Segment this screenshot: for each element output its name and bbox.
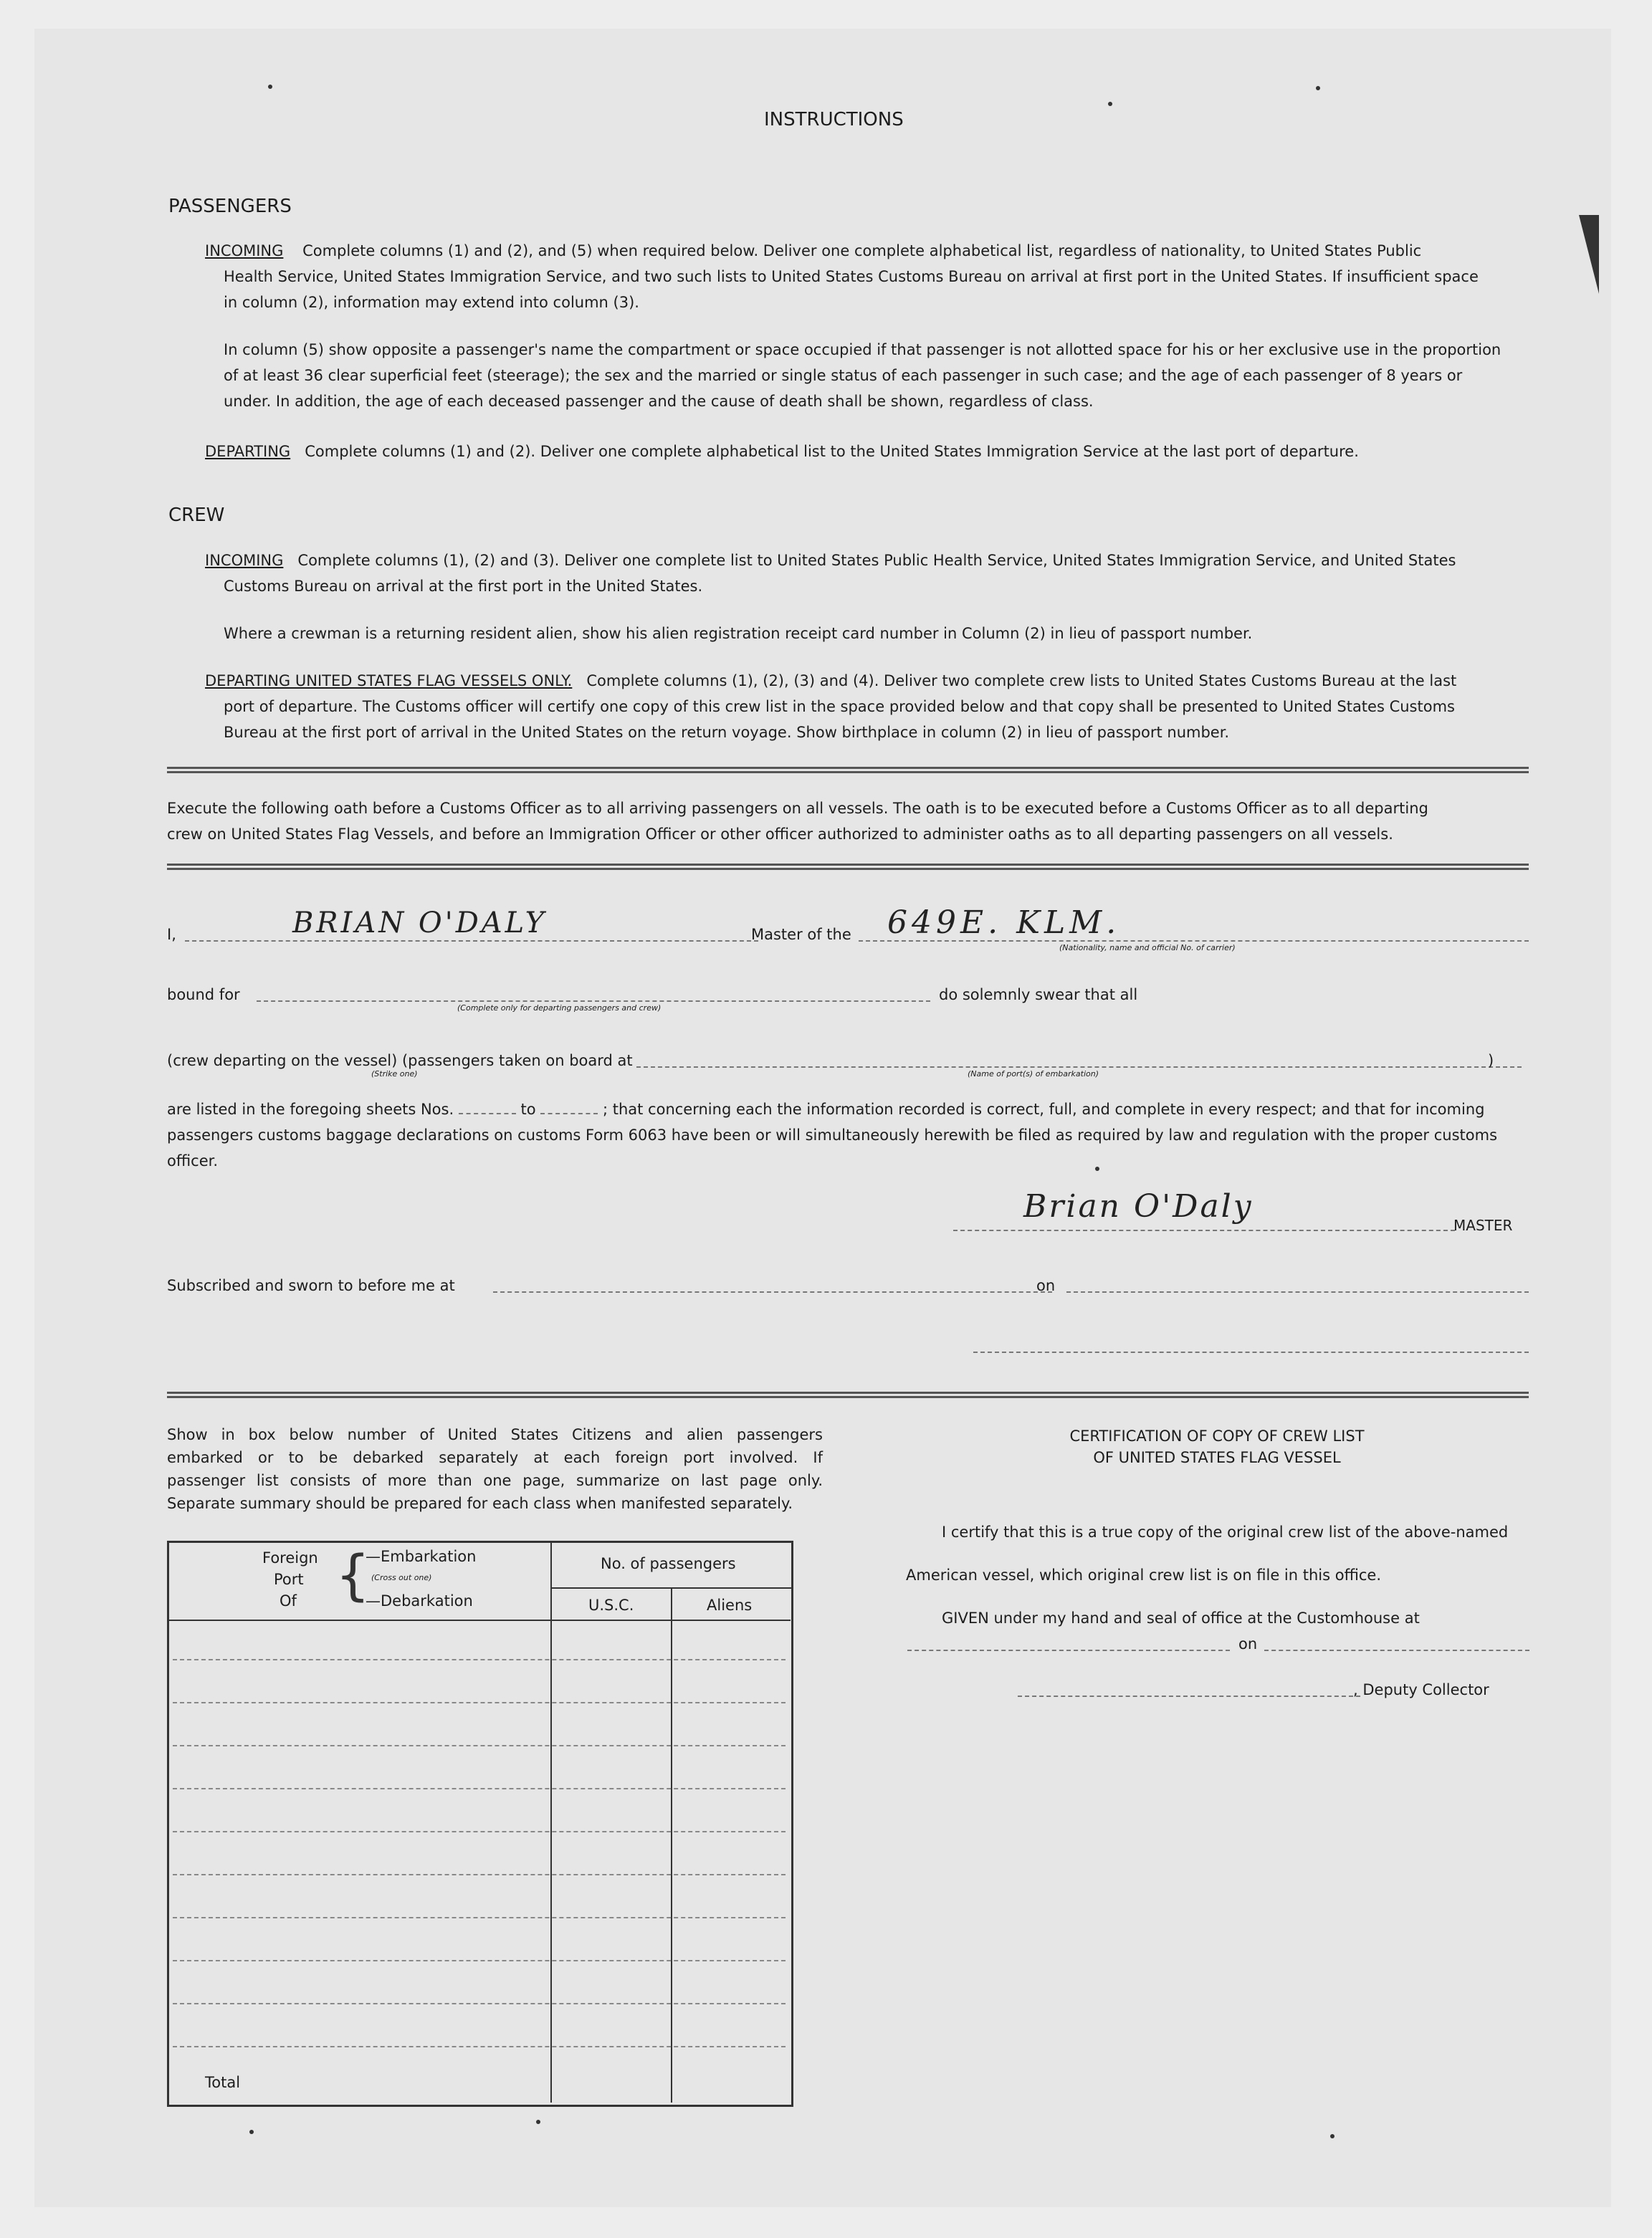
- crew-departing-label: DEPARTING UNITED STATES FLAG VESSELS ONLY.: [205, 672, 573, 689]
- summary-instruction-line-3: passenger list consists of more than one page, summarize on last page only.: [167, 1472, 823, 1489]
- oath-i-label: I,: [167, 926, 176, 943]
- passengers-heading: PASSENGERS: [168, 196, 292, 217]
- strike-hint: (Strike one): [371, 1069, 418, 1079]
- oath-intro-line-2: crew on United States Flag Vessels, and before an Immigration Officer or other officer authorized to administer oaths as to all departing passengers on all vessels.: [167, 826, 1393, 843]
- passengers-column5-line-2: of at least 36 clear superficial feet (steerage); the sex and the married or single status of each passenger in such case; and the age of each passenger of 8 years or: [224, 367, 1463, 384]
- sworn-date-field[interactable]: [1066, 1291, 1529, 1293]
- summary-col-divider: [550, 1542, 552, 2103]
- summary-row-line[interactable]: [173, 1831, 786, 1832]
- summary-instruction-line-4: Separate summary should be prepared for each class when manifested separately.: [167, 1495, 793, 1512]
- sheet-from-field[interactable]: [459, 1100, 516, 1114]
- customhouse-place-field[interactable]: [907, 1650, 1230, 1651]
- crew-departing-line-1: Complete columns (1), (2), (3) and (4). Deliver two complete crew lists to United States Customs Bureau at the last: [586, 672, 1457, 689]
- summary-row-line[interactable]: [173, 1788, 786, 1789]
- crew-incoming-line-2: Customs Bureau on arrival at the first port in the United States.: [224, 578, 703, 595]
- section-divider: [167, 864, 1529, 870]
- certification-on-label: on: [1238, 1635, 1258, 1653]
- scan-speck: [268, 85, 272, 89]
- officer-signature-field[interactable]: [973, 1352, 1529, 1353]
- crew-incoming-label: INCOMING: [205, 552, 284, 569]
- crew-incoming-line-1: Complete columns (1), (2) and (3). Deliver one complete list to United States Public Health Service, United States Immigration Service, and United States: [297, 552, 1456, 569]
- crew-departing-paragraph: [205, 668, 1531, 694]
- embarkation-option[interactable]: —Embarkation: [366, 1548, 477, 1565]
- crew-heading: CREW: [168, 504, 225, 526]
- listed-line-1-rest: ; that concerning each the information recorded is correct, full, and complete in every respect; and that for incoming: [602, 1101, 1485, 1118]
- summary-row-line[interactable]: [173, 2003, 786, 2004]
- form-page: [34, 29, 1611, 2207]
- close-paren: ): [1488, 1052, 1494, 1069]
- section-divider: [167, 1392, 1529, 1398]
- certification-heading-2: OF UNITED STATES FLAG VESSEL: [1093, 1449, 1341, 1466]
- passengers-incoming-line-2: Health Service, United States Immigration Service, and two such lists to United States Customs Bureau on arrival at first port in the United States. If insufficient space: [224, 268, 1479, 285]
- sworn-place-field[interactable]: [493, 1291, 1052, 1293]
- total-label: Total: [205, 2074, 241, 2091]
- crew-alien-note: Where a crewman is a returning resident alien, show his alien registration receipt card number in Column (2) in lieu of passport number.: [224, 625, 1253, 642]
- torn-corner-mark: [1579, 215, 1599, 294]
- summary-instruction-line-2: embarked or to be debarked separately at each foreign port involved. If: [167, 1449, 823, 1466]
- sworn-on-label: on: [1036, 1277, 1056, 1294]
- master-signature-handwritten: Brian O'Daly: [1023, 1188, 1254, 1225]
- scan-speck: [536, 2120, 540, 2124]
- summary-row-line[interactable]: [173, 1917, 786, 1918]
- passenger-summary-box: [167, 1541, 793, 2107]
- passengers-departing-label: DEPARTING: [205, 443, 291, 460]
- passengers-incoming-paragraph: [205, 238, 1531, 264]
- aliens-header: Aliens: [707, 1597, 753, 1614]
- oath-intro-line-1: Execute the following oath before a Customs Officer as to all arriving passengers on all vessels. The oath is to be executed before a Customs Officer as to all departing: [167, 800, 1428, 817]
- col-port-label: Port: [274, 1571, 304, 1588]
- summary-col-divider: [671, 1587, 672, 2103]
- carrier-hint: (Nationality, name and official No. of carrier): [1059, 943, 1236, 952]
- master-of-label: Master of the: [751, 926, 851, 943]
- passengers-incoming-line-1: Complete columns (1) and (2), and (5) when required below. Deliver one complete alphabetical list, regardless of nationality, to United States Public: [302, 242, 1422, 259]
- crew-incoming-paragraph: [205, 547, 1531, 573]
- carrier-handwritten: 649E. KLM.: [887, 904, 1121, 941]
- page-title: INSTRUCTIONS: [764, 109, 904, 130]
- brace-icon: {: [335, 1543, 371, 1607]
- passengers-departing-text: Complete columns (1) and (2). Deliver one complete alphabetical list to the United States Immigration Service at the last port of departure.: [305, 443, 1359, 460]
- summary-row-line[interactable]: [173, 1659, 786, 1660]
- passengers-departing-paragraph: [205, 439, 1531, 464]
- no-of-passengers-header: No. of passengers: [601, 1555, 736, 1572]
- deputy-collector-label: , Deputy Collector: [1353, 1681, 1489, 1698]
- certification-heading-1: CERTIFICATION OF COPY OF CREW LIST: [1069, 1428, 1365, 1445]
- scan-speck: [1316, 86, 1320, 90]
- certification-text-line-2: American vessel, which original crew list is on file in this office.: [906, 1567, 1382, 1584]
- certification-given: GIVEN under my hand and seal of office at the Customhouse at: [942, 1610, 1420, 1627]
- col-of-label: Of: [280, 1592, 297, 1610]
- col-foreign-label: Foreign: [262, 1549, 318, 1567]
- summary-header-divider: [552, 1587, 791, 1589]
- master-name-field[interactable]: [185, 940, 758, 942]
- listed-line-3: officer.: [167, 1152, 218, 1170]
- listed-line-1: [167, 1096, 1536, 1122]
- scan-speck: [1108, 102, 1112, 106]
- master-label: MASTER: [1453, 1217, 1513, 1234]
- debarkation-option[interactable]: —Debarkation: [366, 1592, 473, 1610]
- certification-text-line-1: I certify that this is a true copy of the original crew list of the above-named: [942, 1524, 1509, 1541]
- crew-departing-line-3: Bureau at the first port of arrival in the United States on the return voyage. Show birthplace in column (2) in lieu of passport number.: [224, 724, 1230, 741]
- cross-out-hint: (Cross out one): [371, 1573, 432, 1582]
- bound-for-hint: (Complete only for departing passengers and crew): [457, 1003, 662, 1013]
- bound-for-field[interactable]: [257, 1000, 930, 1002]
- crew-departing-line-2: port of departure. The Customs officer will certify one copy of this crew list in the space provided below and that copy shall be presented to United States Customs: [224, 698, 1455, 715]
- summary-instruction-line-1: Show in box below number of United States Citizens and alien passengers: [167, 1426, 823, 1443]
- passengers-incoming-label: INCOMING: [205, 242, 284, 259]
- bound-for-label: bound for: [167, 986, 240, 1003]
- subscribed-label: Subscribed and sworn to before me at: [167, 1277, 455, 1294]
- listed-sheets-label: are listed in the foregoing sheets Nos.: [167, 1101, 454, 1118]
- usc-header: U.S.C.: [588, 1597, 634, 1614]
- embarkation-ports-field[interactable]: [636, 1066, 1522, 1068]
- deputy-collector-field[interactable]: [1018, 1696, 1360, 1697]
- summary-row-line[interactable]: [173, 2046, 786, 2047]
- summary-row-line[interactable]: [173, 1960, 786, 1961]
- listed-to-label: to: [520, 1101, 536, 1118]
- passengers-incoming-line-3: in column (2), information may extend into column (3).: [224, 294, 639, 311]
- swear-label: do solemnly swear that all: [939, 986, 1138, 1003]
- scan-speck: [249, 2130, 254, 2134]
- summary-row-line[interactable]: [173, 1745, 786, 1746]
- section-divider: [167, 767, 1529, 773]
- master-signature-field[interactable]: [953, 1230, 1455, 1231]
- ports-hint: (Name of port(s) of embarkation): [968, 1069, 1099, 1079]
- certification-date-field[interactable]: [1264, 1650, 1529, 1651]
- passengers-column5-line-1: In column (5) show opposite a passenger's name the compartment or space occupied if that passenger is not allotted space for his or her exclusive use in the proportion: [224, 341, 1501, 358]
- scan-speck: [1330, 2134, 1335, 2138]
- summary-header-bottom: [168, 1620, 791, 1621]
- passengers-column5-line-3: under. In addition, the age of each deceased passenger and the cause of death shall be shown, regardless of class.: [224, 393, 1094, 410]
- listed-line-2: passengers customs baggage declarations on customs Form 6063 have been or will simultaneously herewith be filed as required by law and regulation with the proper customs: [167, 1127, 1498, 1144]
- sheet-to-field[interactable]: [540, 1100, 598, 1114]
- master-name-handwritten: BRIAN O'DALY: [292, 907, 548, 939]
- summary-row-line[interactable]: [173, 1702, 786, 1703]
- scan-speck: [1095, 1167, 1099, 1171]
- crew-departing-strike-label: (crew departing on the vessel) (passengers taken on board at: [167, 1052, 633, 1069]
- summary-row-line[interactable]: [173, 1874, 786, 1875]
